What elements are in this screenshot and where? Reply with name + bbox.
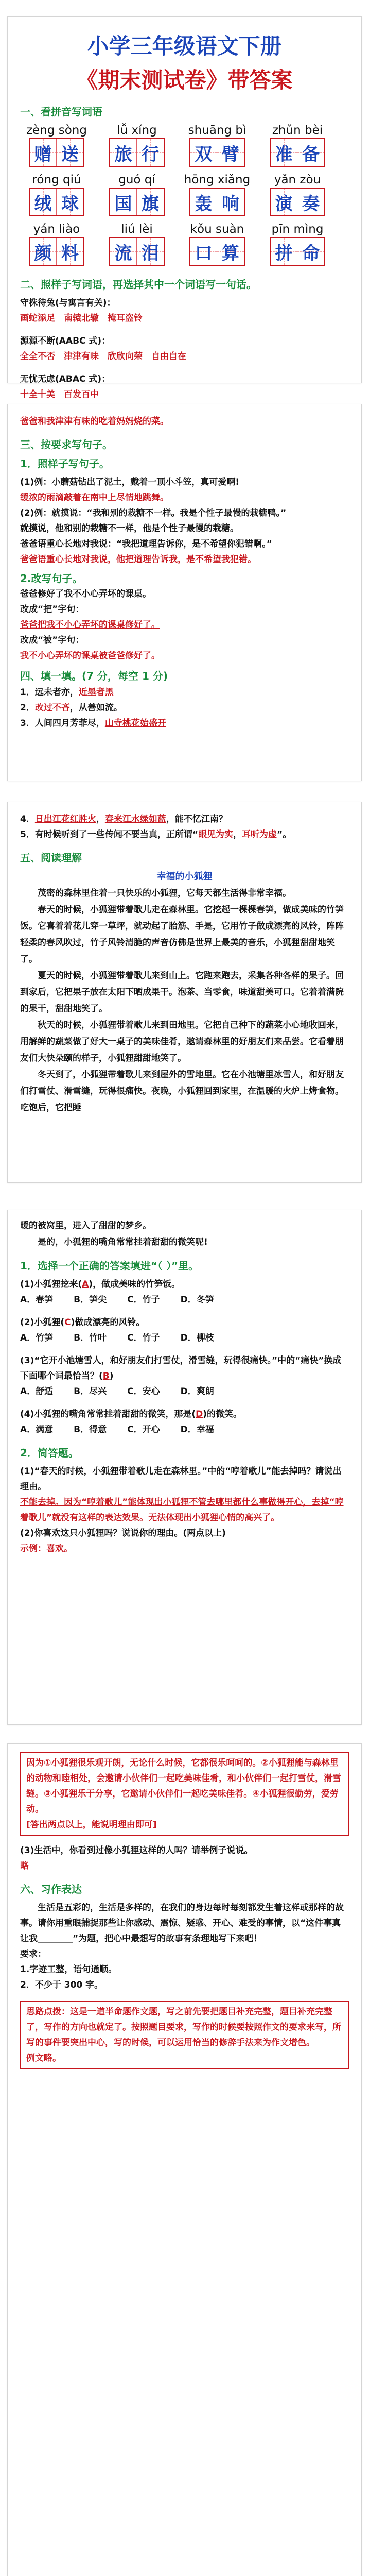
s4-f2: 2．改过不吝，从善如流。	[20, 703, 122, 713]
s4-f5: 5．有时候听到了一些传闻不要当真，正所谓“眼见为实，耳听为虚”。	[20, 829, 292, 840]
s3-a2: 爸爸语重心长地对我说，他把道理告诉我，是不希望我犯错。	[20, 554, 256, 565]
character-box: 双	[190, 139, 217, 166]
section-2-heading: 二、照样子写词语，再选择其中一个词语写一句话。	[20, 278, 257, 291]
pinyin-text: zèng sòng	[26, 124, 87, 137]
s2-answer-3: 十全十美 百发百中	[20, 389, 99, 400]
s2-answer-2: 全全不否 津津有味 欣欣向荣 自由自在	[20, 351, 186, 362]
character-box: 流	[110, 238, 137, 265]
s5-q3-options: A．舒适 B．尽兴 C．安心 D．爽朗	[20, 1386, 214, 1397]
s3-a4: 我不小心弄坏的课桌被爸爸修好了。	[20, 651, 160, 661]
story-title: 幸福的小狐狸	[156, 871, 213, 882]
section-5-heading: 五、阅读理解	[20, 852, 82, 864]
character-boxes	[29, 138, 84, 167]
exam-card-4	[7, 1210, 362, 1725]
page-title: 小学三年级语文下册	[87, 33, 282, 59]
s5-sub-1: 1．选择一个正确的答案填进“（ ）”里。	[20, 1260, 199, 1272]
character-boxes	[270, 138, 325, 167]
exam-card-3	[7, 802, 362, 1183]
s6-prompt: 生活是五彩的，生活是多样的，在我们的身边每时每刻都发生着这样或那样的故事。请你用重眼捕捉那些让你感动、震惊、疑惑、开心、难受的事情，以“这件事真让我________”为题，把心中最想写的故事有条理地写下来吧！	[20, 1903, 344, 1944]
character-box: 奏	[297, 189, 324, 215]
s3-q2c: 爸爸语重心长地对我说：“我把道理告诉你，是不希望你犯错啊。”	[20, 539, 272, 549]
s3-a3: 爸爸把我不小心弄坏的课桌修好了。	[20, 620, 160, 630]
section-6-heading: 六、习作表达	[20, 1883, 82, 1895]
character-box: 演	[271, 189, 297, 215]
story-end-1: 暖的被窝里，进入了甜甜的梦乡。	[20, 1221, 151, 1231]
pinyin-item	[20, 172, 93, 216]
s5-q3: (3)“它开小池塘雪人，和好朋友们打雪仗，滑雪缝，玩得很痛快。”中的“痛快”换成下面哪个词最恰当？(B)	[20, 1355, 342, 1381]
character-boxes	[109, 237, 165, 266]
s5-q4-options: A．满意 B．得意 C．开心 D．幸福	[20, 1425, 214, 1435]
character-boxes	[29, 188, 84, 216]
character-box: 备	[297, 139, 324, 166]
s3-q2b: 就摸说，他和别的栽糖不一样，他是个性子最慢的栽糖。	[20, 523, 239, 534]
character-boxes	[189, 237, 245, 266]
s5-q2: (2)小狐狸(C)做成漂亮的风铃。	[20, 1317, 145, 1328]
s5-q6: (2)你喜欢这只小狐狸吗？说说你的理由。(两点以上)	[20, 1528, 226, 1538]
character-box: 臂	[217, 139, 244, 166]
character-box: 命	[297, 238, 324, 265]
character-boxes	[29, 237, 84, 266]
character-box: 拼	[271, 238, 297, 265]
character-boxes	[189, 138, 245, 167]
s5-q2-options: A．竹笋 B．竹叶 C．竹子 D．柳枝	[20, 1333, 214, 1343]
s2-example-sentence: 爸爸和我津津有味的吃着妈妈烧的菜。	[20, 416, 169, 427]
story-end-2: 是的，小狐狸的嘴角常常挂着甜甜的微笑呢!	[38, 1237, 208, 1247]
character-boxes	[109, 138, 165, 167]
s5-q4: (4)小狐狸的嘴角常常挂着甜甜的微笑，那是(D)的微笑。	[20, 1409, 242, 1419]
pinyin-item	[100, 172, 173, 216]
character-box: 算	[217, 238, 244, 265]
pinyin-row	[20, 222, 349, 266]
story-body	[20, 885, 349, 1116]
s4-f3: 3．人间四月芳菲尽，山寺桃花始盛开	[20, 718, 166, 728]
character-box: 料	[57, 238, 83, 265]
character-box: 轰	[190, 189, 217, 215]
character-boxes	[189, 188, 245, 216]
pinyin-item	[181, 123, 254, 167]
character-box: 准	[271, 139, 297, 166]
section-4-heading: 四、填一填。(7 分，每空 1 分)	[20, 670, 168, 682]
s3-q3c: 改成“被”字句：	[20, 635, 84, 646]
character-box: 行	[137, 139, 164, 166]
character-box: 赠	[30, 139, 57, 166]
pinyin-text: kǒu suàn	[190, 223, 244, 236]
s2-label-3: 无忧无虑(ABAC 式)：	[20, 374, 111, 384]
pinyin-grid	[20, 123, 349, 266]
character-box: 国	[110, 189, 137, 215]
pinyin-item	[181, 172, 254, 216]
story-paragraph: 冬天到了，小狐狸带着歌儿来到屋外的雪地里。它在小池塘里冰雪人，和好朋友们打雪仗、滑雪缝，玩得很痛快。夜晚，小狐狸回到家里，在温暖的火炉上烤食物。吃饱后，它把睡	[20, 1070, 344, 1113]
pinyin-text: róng qiú	[32, 173, 81, 187]
s5-a6: 示例：喜欢。	[20, 1544, 73, 1554]
s6-req-1: 1.字迹工整，语句通顺。	[20, 1964, 117, 1975]
s4-f4: 4．日出江花红胜火，春来江水绿如蓝，能不忆江南？	[20, 814, 227, 824]
s2-label-1: 守株待兔(与寓言有关)：	[20, 298, 116, 308]
character-box: 送	[57, 139, 83, 166]
s3-sub-2: 2.改写句子。	[20, 572, 83, 585]
pinyin-item	[100, 123, 173, 167]
character-box: 响	[217, 189, 244, 215]
pinyin-text: lǚ xíng	[117, 124, 157, 137]
story-paragraph: 春天的时候，小狐狸带着歌儿走在森林里。它挖起一棵棵春笋，做成美味的竹笋饭。它喜着着花儿穿一草坪，就动起了胎筋、手是，它用竹子做成漂亮的风铃，阵阵轻柔的春风吹过，竹子风铃清脆的声音仿佛是世界上最美的音乐，小狐狸甜甜地笑了。	[20, 905, 344, 964]
character-box: 球	[57, 189, 83, 215]
s3-q3: 爸爸修好了我不小心弄坏的课桌。	[20, 589, 151, 599]
s6-answer: 思路点拨：这是一道半命题作文题，写之前先要把题目补充完整，题目补充完整了，写作的方向也就定了。按照题目要求，写作的时候要按照作文的要求来写，所写的事件要突出中心，写的时候，可以运用恰当的修辞手法来为作文增色。 例文略。	[20, 2001, 349, 2069]
section-3-heading: 三、按要求写句子。	[20, 438, 113, 451]
pinyin-text: yǎn zòu	[274, 173, 321, 187]
pinyin-text: pīn mìng	[271, 223, 324, 236]
exam-header-card	[7, 16, 362, 400]
pinyin-text: yán liào	[33, 223, 80, 236]
s5-sub-2: 2．简答题。	[20, 1447, 79, 1459]
s4-f1: 1．远未者亦，近墨者黑	[20, 687, 114, 698]
s3-q3b: 改成“把”字句：	[20, 604, 84, 615]
pinyin-text: shuāng bì	[188, 124, 246, 137]
s5-q5: (1)“春天的时候，小狐狸带着歌儿走在森林里。”中的“哼着歌儿”能去掉吗？请说出理由。	[20, 1466, 342, 1492]
character-box: 旗	[137, 189, 164, 215]
s2-label-2: 源源不断(AABC 式)：	[20, 336, 111, 346]
pinyin-item	[20, 222, 93, 266]
character-box: 口	[190, 238, 217, 265]
character-box: 旅	[110, 139, 137, 166]
s2-answer-1: 画蛇添足 南辕北辙 掩耳盗铃	[20, 313, 143, 324]
pinyin-item	[181, 222, 254, 266]
section-1-heading: 一、看拼音写词语	[20, 106, 102, 118]
story-paragraph: 夏天的时候，小狐狸带着歌儿来到山上。它跑来跑去，采集各种各样的果子。回到家后，它把果子放在太阳下晒成果干。泡茶、当零食，味道甜美可口。它着着满院的果干，甜甜地笑了。	[20, 971, 344, 1014]
character-box: 泪	[137, 238, 164, 265]
pinyin-item	[261, 222, 334, 266]
exam-card-2	[7, 404, 362, 781]
pinyin-item	[261, 123, 334, 167]
pinyin-text: hōng xiǎng	[184, 173, 251, 187]
character-boxes	[109, 188, 165, 216]
s5-q1: (1)小狐狸挖来(A)，做成美味的竹笋饭。	[20, 1279, 181, 1290]
s3-q1: (1)例：小蘑菇钻出了泥土，戴着一顶小斗笠，真可爱啊!	[20, 477, 240, 487]
pinyin-text: zhǔn bèi	[272, 124, 323, 137]
s5-q1-options: A．春笋 B．笋尖 C．竹子 D．冬笋	[20, 1295, 214, 1305]
s6-req-2: 2．不少于 300 字。	[20, 1980, 103, 1990]
character-box: 绒	[30, 189, 57, 215]
pinyin-item	[20, 123, 93, 167]
s5-a7: 略	[20, 1861, 29, 1871]
s5-q7: (3)生活中，你看到过像小狐狸这样的人吗？请举例子说说。	[20, 1845, 253, 1856]
pinyin-row	[20, 172, 349, 216]
character-boxes	[270, 237, 325, 266]
page-subtitle: 《期末测试卷》带答案	[76, 67, 293, 93]
pinyin-item	[100, 222, 173, 266]
story-paragraph: 茂密的森林里住着一只快乐的小狐狸，它每天都生活得非常幸福。	[38, 888, 291, 899]
s3-q2a: (2)例：就摸说：“我和别的栽糖不一样。我是个性子最慢的栽糖鸭。”	[20, 508, 287, 518]
exam-card-5	[7, 1743, 362, 2576]
story-paragraph: 秋天的时候，小狐狸带着歌儿来到田地里。它把自己种下的蔬菜小心地收回来，用解鲜的蔬菜做了好大一桌子的美味佳肴，邀请森林里的好朋友们来品尝。它看着朋友们大快朵颐的样子，小狐狸甜甜地笑了。	[20, 1020, 344, 1063]
s5-a5: 不能去掉。因为“哼着歌儿”能体现出小狐狸不管去哪里都什么事做得开心，去掉“哼着歌儿”就没有这样的表达效果。无法体现出小狐狸心情的高兴了。	[20, 1497, 344, 1523]
character-box: 颜	[30, 238, 57, 265]
character-boxes	[270, 188, 325, 216]
pinyin-text: liú lèi	[121, 223, 153, 236]
pinyin-text: guó qí	[118, 173, 155, 187]
pinyin-row	[20, 123, 349, 167]
s5-a6-reasons: 因为①小狐狸很乐观开朗，无论什么时候，它都很乐呵呵的。②小狐狸能与森林里的动物和睦相处，会邀请小伙伴们一起吃美味佳肴，和小伙伴们一起打雪仗，滑雪缝。③小狐狸乐于分享，它邀请小伙伴们一起吃美味佳肴。④小狐狸很勤劳，爱劳动。 [答出两点以上，能说明理由即可]	[20, 1752, 349, 1836]
s6-requirements-label: 要求：	[20, 1949, 46, 1959]
s3-sub-1: 1．照样子写句子。	[20, 457, 110, 470]
s3-a1: 缓浓的雨滴敲着在南中上尽情地跳舞。	[20, 493, 169, 503]
pinyin-item	[261, 172, 334, 216]
